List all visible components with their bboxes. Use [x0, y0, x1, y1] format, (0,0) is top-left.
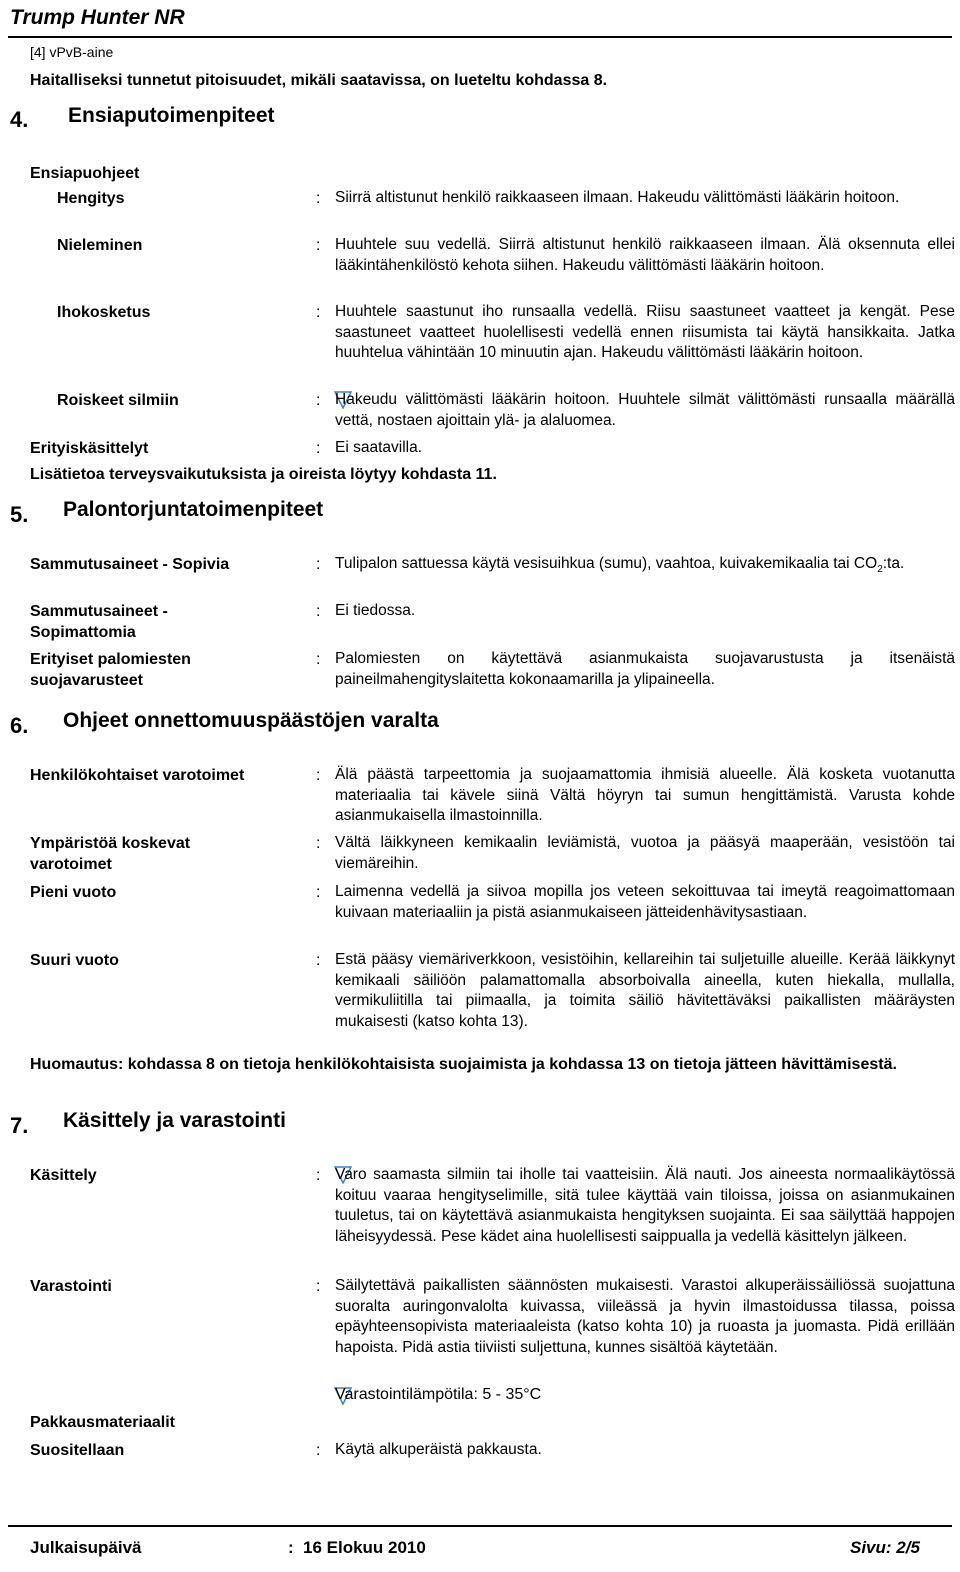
section-5-number: 5. [10, 502, 29, 527]
release-text-large: Estä pääsy viemäriverkkoon, vesistöihin, kellareihin tai suljetuille alueille. Kerää läikkynyt kemikaali säiliöön palamattomalla absorboivalla aineella, kuten hiekalla, mullalla, vermikuliitilla tai piimaalla, ja toimita säiliö hävitettäväksi paikallisten määräysten mukaisesti (katso kohta 13). [335, 951, 955, 1030]
header-divider [8, 36, 952, 38]
colon: : [316, 767, 321, 784]
colon: : [316, 952, 321, 969]
release-label-personal: Henkilökohtaiset varotoimet [30, 767, 245, 784]
release-text-environment: Vältä läikkyneen kemikaalin leviämistä, vuotoa ja pääsyä maaperään, vesistöön tai viemäreihin. [335, 834, 955, 872]
handling-label: Käsittely [30, 1167, 97, 1184]
fire-text-suitable: Tulipalon sattuessa käytä vesisuihkua (sumu), vaahtoa, kuivakemikaalia tai $CO_2:ta$. [335, 555, 905, 576]
colon: : [316, 392, 321, 409]
vpvb-note: [4] vPvB-aine [30, 44, 114, 60]
packaging-label: Pakkausmateriaalit [30, 1414, 175, 1431]
fire-label-suitable: Sammutusaineet - Sopivia [30, 556, 230, 573]
product-name: Trump Hunter NR [10, 6, 185, 29]
first-aid-label-ingestion: Nieleminen [57, 237, 143, 254]
section-4-number: 4. [10, 107, 29, 132]
storage-text: Säilytettävä paikallisten säännösten mukaisesti. Varastoi alkuperäissäiliössä suojattuna suoralta auringonvalolta kuivassa, viileässä ja hyvin ilmastoidussa tilassa, poissa epäyhteensopivista materiaaleista (katso kohta 10) ja ruoasta ja juomasta. Pidä erillään hapoista. Pidä astia tiiviisti suljettuna, kunnes sisältöä käytetään. [335, 1277, 955, 1356]
release-text-personal: Älä päästä tarpeettomia ja suojaamattomia ihmisiä alueelle. Älä kosketa vuotanutta materiaalia tai kävele siinä Vältä höyryn tai sumun hengittämistä. Varusta kohde asianmukaisella ilmastoinnilla. [335, 766, 955, 824]
release-text-small: Laimenna vedellä ja siivoa mopilla jos veteen sekoittuvaa tai imeytä reagoimattomaan kuivaan materiaaliin ja pistä asianmukaiseen jätteidenhävitysastiaan. [335, 883, 955, 921]
release-label-large: Suuri vuoto [30, 952, 119, 969]
recommended-label: Suositellaan [30, 1442, 125, 1459]
section-7-title: Käsittely ja varastointi [63, 1109, 286, 1132]
special-treatment-label: Erityiskäsittelyt [30, 440, 149, 457]
colon: : [288, 1538, 294, 1557]
section-7-number: 7. [10, 1113, 29, 1138]
fire-label-unsuitable: Sammutusaineet - Sopimattomia [30, 603, 168, 641]
colon: : [316, 190, 321, 207]
storage-temperature: Varastointilämpötila: 5 - 35°C [335, 1386, 542, 1403]
special-treatment-text: Ei saatavilla. [335, 439, 423, 456]
issue-date-label: Julkaisupäivä [30, 1538, 142, 1557]
first-aid-text-inhalation: Siirrä altistunut henkilö raikkaaseen ilmaan. Hakeudu välittömästi lääkärin hoitoon. [335, 189, 900, 206]
section-6-number: 6. [10, 713, 29, 738]
colon: : [316, 1278, 321, 1295]
colon: : [316, 1442, 321, 1459]
colon: : [316, 1167, 321, 1184]
colon: : [316, 556, 321, 573]
first-aid-label-skin: Ihokosketus [57, 304, 151, 321]
first-aid-label-eyes: Roiskeet silmiin [57, 392, 179, 409]
footer-divider [8, 1525, 952, 1527]
colon: : [316, 237, 321, 254]
recommended-text: Käytä alkuperäistä pakkausta. [335, 1441, 542, 1458]
fire-label-equipment: Erityiset palomiesten suojavarusteet [30, 651, 191, 689]
handling-text: Varo saamasta silmiin tai iholle tai vaatteisiin. Älä nauti. Jos aineesta normaalikäytössä koituu vaaraa hengityselimille, sitä tulee käyttää vain tiloissa, joissa on asianmukainen tuuletus, tai on käytettävä asianmukaista hengityksen suojainta. Ei saa säilyttää happojen läheisyydessä. Pese kädet aina huolellisesti saippualla ja vedellä käsittelyn jälkeen. [335, 1166, 955, 1245]
colon: : [316, 651, 321, 668]
fire-text-unsuitable: Ei tiedossa. [335, 602, 416, 619]
colon: : [316, 884, 321, 901]
colon: : [316, 440, 321, 457]
issue-date-value: 16 Elokuu 2010 [303, 1538, 426, 1557]
first-aid-label-inhalation: Hengitys [57, 190, 125, 207]
hazardous-note: Haitalliseksi tunnetut pitoisuudet, mikäli saatavissa, on lueteltu kohdassa 8. [30, 72, 608, 89]
release-label-small: Pieni vuoto [30, 884, 117, 901]
release-label-environment: Ympäristöä koskevat varotoimet [30, 835, 191, 873]
section-5-title: Palontorjuntatoimenpiteet [63, 498, 324, 521]
first-aid-text-ingestion: Huuhtele suu vedellä. Siirrä altistunut henkilö raikkaaseen ilmaan. Älä oksennuta ellei lääkintähenkilöstö kehota siihen. Hakeudu välittömästi lääkärin hoitoon. [335, 236, 955, 274]
section-6-title: Ohjeet onnettomuuspäästöjen varalta [63, 709, 439, 732]
first-aid-text-eyes: Hakeudu välittömästi lääkärin hoitoon. Huuhtele silmät välittömästi runsaalla määrällä vettä, nostaen ajoittain ylä- ja alaluomea. [335, 391, 955, 429]
section-4-title: Ensiaputoimenpiteet [68, 104, 275, 127]
fire-text-equipment: Palomiesten on käytettävä asianmukaista suojavarustusta ja itsenäistä paineilmahengityslaitetta kokonaamarilla ja ylipaineella. [335, 650, 955, 688]
more-info-note: Lisätietoa terveysvaikutuksista ja oireista löytyy kohdasta 11. [30, 466, 497, 483]
colon: : [316, 835, 321, 852]
section-4-subtitle: Ensiapuohjeet [30, 165, 140, 182]
first-aid-text-skin: Huuhtele saastunut iho runsaalla vedellä. Riisu saastuneet vaatteet ja kengät. Pese saastuneet vaatteet huolellisesti vedellä ennen riisumista tai käytä hansikkaita. Jatka huuhtelua vähintään 10 minuutin ajan. Hakeudu välittömästi lääkärin hoitoon. [335, 303, 955, 361]
storage-label: Varastointi [30, 1278, 112, 1295]
section-6-note: Huomautus: kohdassa 8 on tietoja henkilökohtaisista suojaimista ja kohdassa 13 on tietoja jätteen hävittämisestä. [30, 1056, 897, 1073]
colon: : [316, 603, 321, 620]
colon: : [316, 304, 321, 321]
page-number: Sivu: 2/5 [850, 1538, 920, 1557]
